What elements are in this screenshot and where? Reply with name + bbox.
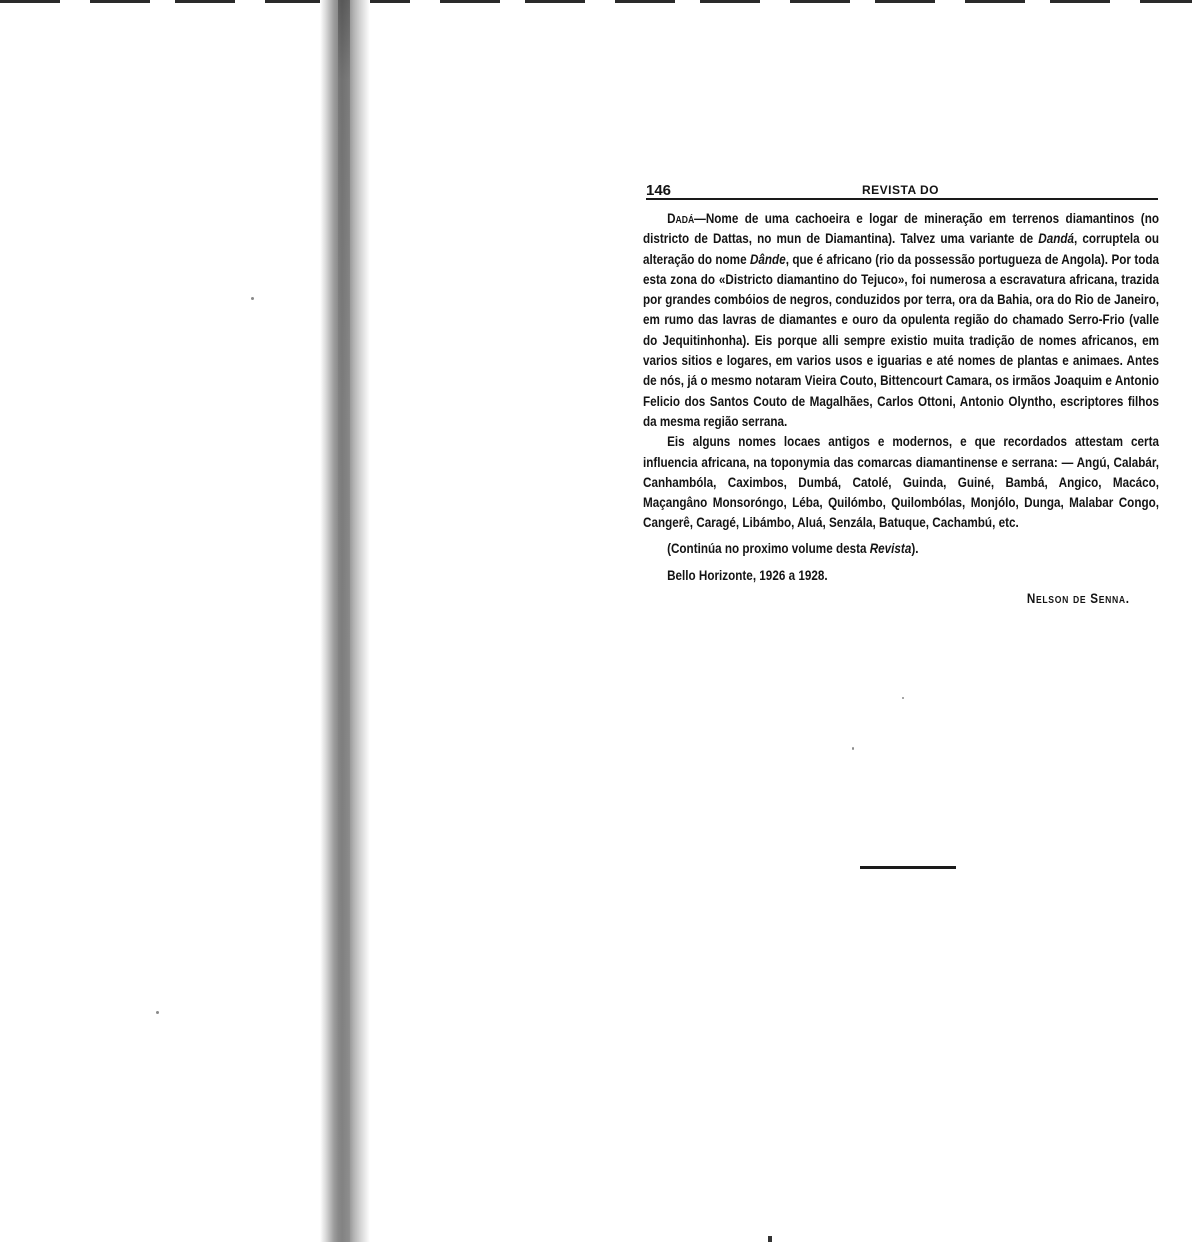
scan-speck (902, 697, 904, 699)
book-binding-shadow (338, 0, 350, 1242)
article-body (643, 209, 1159, 610)
entry-dada (643, 209, 1159, 432)
page-number: 146 (646, 182, 672, 199)
entry-text: , que é africano (rio da possessão portugueza de Angola). Por toda esta zona do «Districto diamantino do Tejuco», foi numerosa a escravatura africana, trazida por grandes combóios de negros, conduzidos por terra, ora da Bahia, ora do Rio de Janeiro, em rumo das lavras de diamantes e ouro da opulenta região do chamado Serro-Frio (valle do Jequitinhonha). Eis porque alli sempre existio muita tradição de nomes africanos, em varios sitios e logares, em varios usos e iguarias e até nomes de plantas e animaes. Antes de nós, já o mesmo notaram Vieira Couto, Bittencourt Camara, os irmãos Joaquim e Antonio Felicio dos Santos Couto de Magalhães, Carlos Ottoni, Antonio Olyntho, escriptores filhos da mesma região serrana. (643, 251, 1159, 429)
journal-name: Revista (869, 540, 912, 556)
page-header (640, 178, 1158, 200)
entry-term: Dadá (667, 211, 695, 226)
italic-term: Dânde (749, 251, 786, 267)
dateline: Bello Horizonte, 1926 a 1928. (667, 568, 828, 584)
scan-speck (156, 1011, 159, 1014)
entry-text: —Nome de uma cachoeira e logar de mineração em terrenos diamantinos (no districto de Dattas, no mun de Diamantina). Talvez uma variante de (643, 211, 1159, 247)
continued-text: ). (911, 540, 919, 556)
scan-top-edge (0, 0, 1192, 3)
running-head: REVISTA DO (862, 183, 940, 197)
scan-speck (852, 747, 854, 750)
end-rule (860, 866, 956, 869)
scan-speck (251, 297, 254, 300)
italic-term: Dandá (1038, 231, 1075, 247)
continued-note (643, 539, 1159, 559)
paragraph-place-names: Eis alguns nomes locaes antigos e modernos, e que recordados attestam certa influencia africana, na toponymia das comarcas diamantinense e serrana: — Angú, Calabár, Canhambóla, Caximbos, Dumbá, Catolé, Guinda, Guiné, Bambá, Angico, Macáco, Maçangâno Monsoróngo, Léba, Quilómbo, Quilombólas, Monjólo, Dunga, Malabar Congo, Cangerê, Caragé, Libámbo, Aluá, Senzála, Batuque, Cachambú, etc. (643, 434, 1159, 531)
header-rule (646, 198, 1158, 200)
book-page (640, 178, 1158, 610)
entry-text: , corruptela ou alteração do nome (643, 231, 1159, 267)
continued-text: (Continúa no proximo volume desta (667, 540, 870, 556)
scan-bottom-mark (768, 1236, 772, 1242)
author-signature: Nelson de Senna. (1026, 591, 1130, 607)
